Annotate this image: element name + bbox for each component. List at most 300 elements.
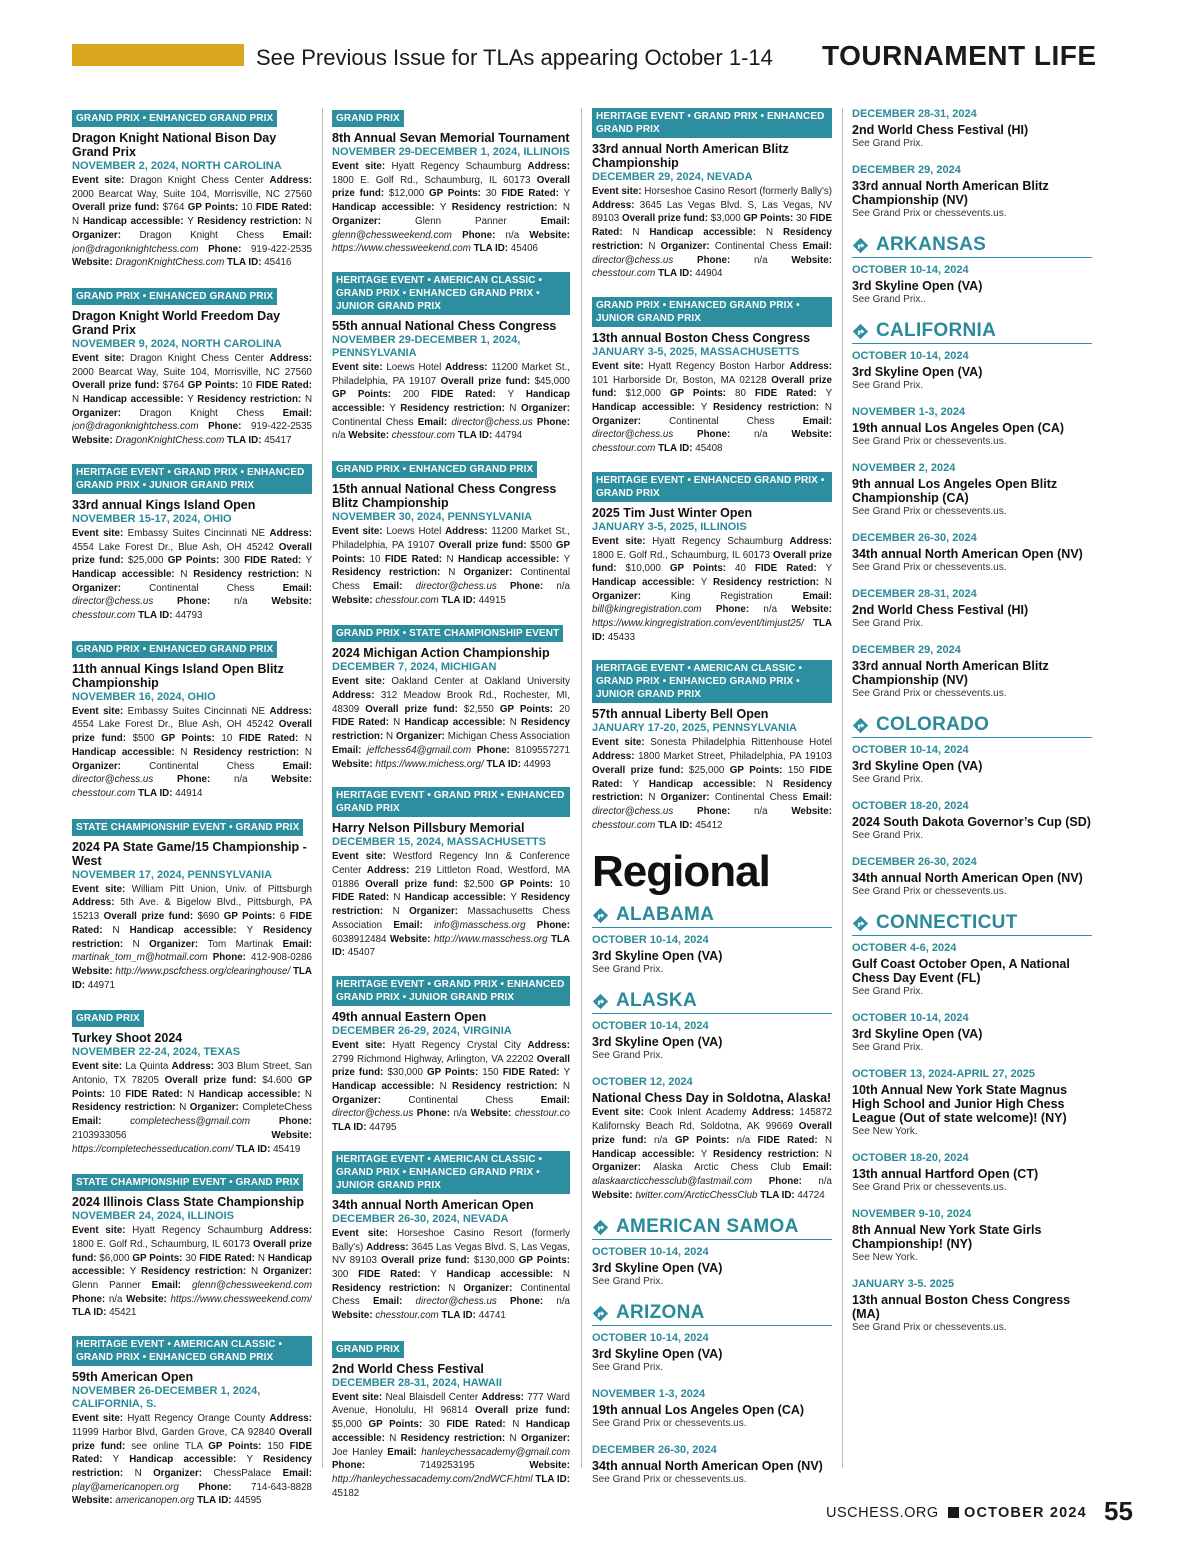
event-date-location: NOVEMBER 9, 2024, NORTH CAROLINA	[72, 337, 282, 350]
detail-label: Event site:	[332, 526, 387, 538]
tournament-listing	[332, 1339, 570, 1501]
detail-value: Y	[700, 576, 713, 588]
event-title: 34th annual North American Open (NV)	[592, 1459, 823, 1474]
detail-value: Glenn Panner	[414, 215, 541, 227]
detail-label: Website:	[332, 594, 376, 606]
detail-label: TLA ID:	[473, 243, 511, 255]
detail-value: $4.600	[262, 1075, 298, 1087]
event-details	[72, 1060, 312, 1156]
event-date-location: NOVEMBER 29-DECEMBER 1, 2024, PENNSYLVANIA	[332, 333, 521, 359]
event-title: 2nd World Chess Festival	[332, 1361, 484, 1376]
tournament-listing	[72, 1172, 312, 1320]
detail-label: GP Points:	[499, 703, 560, 715]
detail-value: Y	[510, 892, 521, 904]
detail-value: 2000 Bearcat Way, Suite 104, Morrisville, NC 27560	[72, 366, 312, 378]
detail-label: Phone:	[198, 1481, 251, 1493]
event-date: DECEMBER 28-31, 2024	[852, 108, 977, 120]
detail-label: FIDE Rated:	[754, 563, 826, 575]
detail-value: 10	[369, 553, 385, 565]
event-title: 49th annual Eastern Open	[332, 1009, 487, 1024]
detail-value: 44794	[494, 430, 523, 442]
regional-listing	[592, 1076, 832, 1202]
detail-label: Website:	[791, 805, 832, 817]
detail-label: Event site:	[72, 705, 128, 717]
detail-label: Handicap accessible:	[129, 924, 247, 936]
detail-label: TLA ID:	[658, 819, 696, 831]
detail-link[interactable]: chesstour.com	[72, 787, 139, 799]
detail-value: 777 Ward Avenue, Honolulu, HI 96814	[332, 1391, 570, 1417]
detail-label: Residency restriction:	[592, 778, 832, 804]
detail-label: Organizer:	[660, 792, 715, 804]
detail-label: Email:	[802, 415, 832, 427]
detail-label: Overall prize fund:	[72, 1426, 312, 1452]
detail-label: Organizer:	[521, 403, 570, 415]
detail-label: Handicap accessible:	[198, 1088, 305, 1100]
detail-label: FIDE Rated:	[384, 553, 447, 565]
detail-value: n/a	[736, 1134, 758, 1146]
detail-link[interactable]: info@masschess.org	[433, 919, 537, 931]
detail-label: Overall prize fund:	[438, 539, 531, 551]
detail-label: Event site:	[72, 527, 128, 539]
direction-sign-icon	[852, 323, 869, 340]
event-date-location: NOVEMBER 17, 2024, PENNSYLVANIA	[72, 868, 273, 881]
detail-value: N	[132, 938, 150, 950]
detail-link[interactable]: jon@dragonknightchess.com	[72, 421, 209, 433]
detail-value: N	[304, 394, 312, 406]
detail-value: Y	[563, 553, 570, 565]
state-name: ALABAMA	[616, 904, 715, 926]
detail-value: $2,550	[463, 703, 500, 715]
event-title: 19th annual Los Angeles Open (CA)	[852, 421, 1065, 435]
detail-label: Overall prize fund:	[72, 541, 312, 567]
tournament-listing	[592, 297, 832, 456]
detail-label: TLA ID:	[138, 787, 176, 799]
detail-value: $500	[530, 539, 556, 551]
regional-listing	[852, 942, 1092, 998]
detail-value: n/a	[763, 604, 792, 616]
detail-label: Handicap accessible:	[82, 216, 188, 228]
direction-sign-icon	[592, 1305, 609, 1322]
detail-value: 150	[787, 764, 810, 776]
detail-label: GP Points:	[426, 1067, 483, 1079]
detail-label: FIDE Rated:	[244, 555, 306, 567]
detail-value: 30	[428, 1419, 447, 1431]
detail-value: William Pitt Union, Univ. of Pittsburgh	[131, 883, 312, 895]
detail-link[interactable]: https://www.chessweekend.com	[332, 243, 474, 255]
detail-label: Email:	[802, 1162, 832, 1174]
state-heading	[852, 234, 1092, 258]
detail-link[interactable]: director@chess.us	[592, 254, 698, 266]
event-category-tag: HERITAGE EVENT • AMERICAN CLASSIC • GRAND PRIX • ENHANCED GRAND PRIX	[72, 1336, 312, 1366]
event-details	[332, 525, 570, 607]
detail-label: Overall prize fund:	[621, 213, 711, 225]
detail-link[interactable]: chesstour.com	[72, 610, 139, 622]
detail-value: N	[392, 906, 410, 918]
detail-value: N	[393, 892, 405, 904]
event-category-tag: GRAND PRIX • ENHANCED GRAND PRIX • JUNIOR GRAND PRIX	[592, 297, 832, 327]
detail-label: TLA ID:	[457, 430, 495, 442]
detail-label: Phone:	[462, 229, 506, 241]
detail-value: N	[765, 778, 783, 790]
detail-value: N	[72, 216, 83, 228]
event-note: See Grand Prix.	[592, 964, 664, 976]
detail-value: 1800 E. Golf Rd., Schaumburg, IL 60173	[592, 549, 773, 561]
detail-value: $5,000	[332, 1419, 369, 1431]
detail-value: $2,500	[463, 878, 500, 890]
detail-label: TLA ID:	[441, 594, 479, 606]
event-date-location: NOVEMBER 29-DECEMBER 1, 2024, ILLINOIS	[332, 146, 570, 158]
detail-value: N	[304, 216, 312, 228]
detail-value: N	[632, 227, 650, 239]
detail-label: Residency restriction:	[592, 227, 832, 252]
detail-value: Y	[439, 202, 452, 214]
event-date: JANUARY 3-5. 2025	[852, 1278, 955, 1290]
event-title: 33rd annual North American Blitz Championship	[592, 142, 789, 170]
detail-value: Massachusetts Chess Association	[332, 906, 570, 931]
event-title: 34th annual North American Open	[332, 1197, 534, 1212]
detail-value: N	[509, 1432, 521, 1444]
column-divider	[322, 108, 323, 1468]
detail-link[interactable]: chesstour.co	[514, 1108, 570, 1120]
detail-link[interactable]: jon@dragonknightchess.com	[72, 243, 209, 255]
detail-link[interactable]: bill@kingregistration.com	[592, 604, 716, 616]
detail-value: 44904	[695, 268, 723, 280]
event-date: OCTOBER 18-20, 2024	[852, 1152, 969, 1164]
page-header	[0, 36, 1200, 80]
detail-link[interactable]: glenn@chessweekend.com	[332, 229, 463, 241]
detail-label: Overall prize fund:	[72, 1238, 312, 1264]
detail-value: N	[439, 1081, 453, 1093]
event-date: OCTOBER 10-14, 2024	[852, 264, 969, 276]
direction-sign-icon	[592, 907, 609, 924]
detail-value: N	[304, 733, 312, 745]
event-date: NOVEMBER 9-10, 2024	[852, 1208, 972, 1220]
event-title: 8th Annual New York State Girls Championship! (NY)	[852, 1223, 1042, 1251]
detail-link[interactable]: completechess@gmail.com	[130, 1116, 279, 1128]
event-title: 15th annual National Chess Congress Blitz Championship	[332, 482, 557, 511]
detail-link[interactable]: DragonKnightChess.com	[115, 435, 228, 447]
detail-value: Horseshoe Casino Resort (formerly Bally's)	[644, 186, 832, 197]
detail-label: TLA ID:	[332, 933, 570, 959]
event-title: 3rd Skyline Open (VA)	[852, 759, 983, 773]
detail-value: Loews Hotel	[386, 361, 446, 373]
detail-label: Address:	[366, 864, 415, 876]
event-date-location: DECEMBER 15, 2024, MASSACHUSETTS	[332, 836, 546, 849]
detail-value: N	[251, 1266, 263, 1278]
detail-label: Overall prize fund:	[365, 878, 464, 890]
detail-label: FIDE Rated:	[72, 911, 312, 936]
event-title: 2024 Illinois Class State Championship	[72, 1195, 305, 1210]
event-date-location: NOVEMBER 15-17, 2024, OHIO	[72, 512, 232, 525]
detail-label: Event site:	[592, 1107, 650, 1119]
detail-link[interactable]: chesstour.com	[592, 819, 659, 831]
detail-label: Website:	[389, 933, 434, 945]
detail-label: Email:	[282, 760, 312, 772]
detail-label: GP Points:	[187, 202, 242, 214]
detail-label: FIDE Rated:	[72, 1440, 312, 1466]
detail-link[interactable]: http://www.pscfchess.org/clearinghouse/	[115, 965, 293, 977]
detail-value: $12,000	[388, 188, 430, 200]
detail-label: Website:	[332, 758, 376, 770]
detail-link[interactable]: americanopen.org	[115, 1495, 198, 1507]
event-note: See Grand Prix.	[592, 1050, 664, 1062]
detail-value: 10	[109, 1088, 126, 1100]
detail-value: Continental Chess	[714, 240, 803, 252]
event-title: 34th annual North American Open (NV)	[852, 871, 1083, 885]
event-date: NOVEMBER 1-3, 2024	[852, 406, 966, 418]
detail-value: 45406	[510, 243, 539, 255]
detail-value: 2000 Bearcat Way, Suite 104, Morrisville, NC 27560	[72, 188, 312, 200]
detail-label: Handicap accessible:	[457, 553, 564, 565]
detail-label: Email:	[282, 582, 312, 594]
detail-label: Email:	[372, 580, 416, 592]
direction-sign-icon	[852, 717, 869, 734]
detail-link[interactable]: alaskaarcticchessclub@fastmail.com	[592, 1175, 769, 1187]
detail-label: FIDE Rated:	[501, 188, 564, 200]
event-title: Gulf Coast October Open, A National Chess Day Event (FL)	[852, 957, 1070, 985]
detail-label: Organizer:	[660, 240, 715, 252]
event-title: 33rd annual Kings Island Open	[72, 497, 256, 512]
detail-link[interactable]: http://www.masschess.org	[433, 933, 551, 945]
detail-link[interactable]: glenn@chessweekend.com	[192, 1280, 312, 1292]
regional-listing	[852, 588, 1092, 630]
detail-link[interactable]: director@chess.us	[592, 805, 698, 817]
detail-value: 1800 E. Golf Rd., Schaumburg, IL 60173	[332, 174, 537, 186]
event-date: OCTOBER 12, 2024	[592, 1076, 693, 1089]
detail-value: N	[112, 924, 130, 936]
detail-value: Y	[112, 1454, 130, 1466]
event-date-location: NOVEMBER 24, 2024, ILLINOIS	[72, 1210, 234, 1223]
event-title: 2024 PA State Game/15 Championship - West	[72, 839, 307, 868]
event-date-location: DECEMBER 26-30, 2024, NEVADA	[332, 1212, 509, 1225]
detail-label: Overall prize fund:	[72, 202, 163, 214]
detail-value: 44741	[478, 1310, 506, 1322]
detail-link[interactable]: http://hanleychessacademy.com/2ndWCF.html	[332, 1473, 536, 1485]
detail-link[interactable]: director@chess.us	[332, 1108, 417, 1120]
detail-value: N	[824, 1134, 832, 1146]
detail-label: FIDE Rated:	[446, 1419, 513, 1431]
event-title: 2024 Michigan Action Championship	[332, 646, 550, 661]
detail-value: 412-908-0286	[250, 952, 312, 964]
detail-value: Glenn Panner	[72, 1280, 152, 1292]
detail-value: Tom Martinak	[207, 938, 283, 950]
detail-link[interactable]: chesstour.com	[375, 594, 442, 606]
event-title: Turkey Shoot 2024	[72, 1031, 183, 1046]
detail-value: n/a	[556, 580, 570, 592]
detail-link[interactable]: play@americanopen.org	[72, 1481, 199, 1493]
detail-label: FIDE Rated:	[358, 1268, 431, 1280]
detail-value: Neal Blaisdell Center	[385, 1391, 482, 1403]
detail-label: Phone:	[72, 1293, 109, 1305]
event-note: See Grand Prix or chessevents.us.	[852, 1322, 1007, 1333]
detail-value: $500	[132, 733, 161, 745]
detail-link[interactable]: director@chess.us	[415, 1296, 510, 1308]
detail-value: 44914	[175, 787, 203, 799]
detail-link[interactable]: director@chess.us	[72, 774, 178, 786]
detail-value: N	[648, 792, 661, 804]
detail-value: 6038912484	[332, 933, 390, 945]
detail-link[interactable]: twitter.com/ArcticChessClub	[635, 1189, 761, 1201]
detail-link[interactable]: chesstour.com	[592, 443, 659, 455]
detail-label: Residency restriction:	[712, 1148, 825, 1160]
detail-label: TLA ID:	[235, 1143, 274, 1155]
detail-value: Y	[507, 389, 526, 401]
detail-link[interactable]: https://www.chessweekend.com/	[170, 1293, 312, 1305]
tournament-listing	[332, 108, 570, 256]
detail-label: Website:	[72, 435, 116, 447]
detail-value: 1800 Market Street, Philadelphia, PA 19103	[638, 751, 832, 763]
detail-label: FIDE Rated:	[431, 389, 508, 401]
detail-link[interactable]: martinak_tom_m@hotmail.com	[72, 952, 213, 964]
detail-link[interactable]: https://www.kingregistration.com/event/timjust25/	[592, 618, 813, 630]
detail-link[interactable]: director@chess.us	[72, 596, 178, 608]
detail-label: Website:	[529, 1460, 570, 1472]
detail-label: Organizer:	[520, 1432, 570, 1444]
detail-label: Event site:	[592, 737, 651, 749]
tournament-listing	[72, 108, 312, 270]
detail-link[interactable]: chesstour.com	[375, 1310, 442, 1322]
event-details	[592, 535, 832, 645]
detail-label: Handicap accessible:	[592, 576, 701, 588]
event-category-tag: GRAND PRIX • STATE CHAMPIONSHIP EVENT	[332, 625, 563, 642]
detail-link[interactable]: director@chess.us	[592, 429, 698, 441]
detail-label: FIDE Rated:	[255, 202, 312, 214]
detail-link[interactable]: jeffchess64@gmail.com	[366, 744, 477, 756]
event-title: 19th annual Los Angeles Open (CA)	[592, 1403, 805, 1418]
event-date: OCTOBER 10-14, 2024	[852, 350, 969, 362]
detail-label: Event site:	[332, 161, 392, 172]
detail-value: Y	[632, 778, 649, 790]
detail-label: Address:	[789, 535, 832, 547]
event-date: OCTOBER 10-14, 2024	[592, 1246, 709, 1259]
detail-label: Address:	[789, 360, 832, 372]
detail-value: 4554 Lake Forest Dr., Blue Ash, OH 45242	[72, 541, 279, 553]
detail-value: 11999 Harbor Blvd, Garden Grove, CA 92840	[72, 1426, 279, 1438]
detail-label: TLA ID:	[332, 1122, 370, 1134]
detail-value: 44724	[797, 1189, 825, 1201]
detail-value: ChessPalace	[213, 1467, 283, 1479]
detail-value: n/a	[653, 1134, 675, 1146]
detail-value: Hyatt Regency Orange County	[127, 1413, 270, 1425]
regional-listing	[852, 644, 1092, 700]
detail-label: Address:	[269, 705, 312, 717]
detail-label: Phone:	[476, 744, 516, 756]
event-note: See Grand Prix.	[852, 380, 924, 391]
detail-value: 101 Harborside Dr, Boston, MA 02128	[592, 374, 772, 386]
tournament-listing	[332, 787, 570, 960]
detail-label: Overall prize fund:	[592, 374, 832, 400]
event-title: 13th annual Boston Chess Congress (MA)	[852, 1293, 1071, 1321]
detail-label: Handicap accessible:	[446, 1268, 563, 1280]
detail-value: Hyatt Regency Schaumburg	[132, 1225, 270, 1237]
detail-link[interactable]: director@chess.us	[451, 416, 537, 428]
detail-label: GP Points:	[518, 1255, 570, 1267]
event-category-tag: GRAND PRIX • ENHANCED GRAND PRIX	[72, 110, 277, 127]
event-date: DECEMBER 29, 2024	[852, 644, 961, 656]
detail-value: 4554 Lake Forest Dr., Blue Ash, OH 45242	[72, 719, 279, 731]
regional-listing	[852, 108, 1092, 150]
regional-listing	[852, 406, 1092, 448]
tournament-listing	[72, 639, 312, 801]
detail-label: TLA ID:	[227, 435, 265, 447]
footer-site[interactable]: USCHESS.ORG	[826, 1505, 939, 1521]
detail-link[interactable]: https://completechesseducation.com/	[72, 1143, 236, 1155]
tournament-listing	[72, 817, 312, 993]
detail-label: Phone:	[208, 243, 251, 255]
detail-value: 919-422-2535	[250, 243, 312, 255]
detail-link[interactable]: chesstour.com	[391, 430, 458, 442]
detail-label: TLA ID:	[658, 443, 696, 455]
detail-link[interactable]: DragonKnightChess.com	[115, 257, 228, 269]
tournament-listing	[592, 108, 832, 281]
detail-link[interactable]: director@chess.us	[415, 580, 510, 592]
event-category-tag: HERITAGE EVENT • GRAND PRIX • ENHANCED GRAND PRIX • JUNIOR GRAND PRIX	[72, 464, 312, 494]
event-title: 34th annual North American Open (NV)	[852, 547, 1083, 561]
detail-label: TLA ID:	[760, 1189, 798, 1201]
detail-value: Oakland Center at Oakland University	[391, 676, 570, 688]
detail-value: Continental Chess	[149, 760, 283, 772]
detail-label: TLA ID:	[486, 758, 524, 770]
detail-label: Residency restriction:	[712, 402, 825, 414]
detail-label: Residency restriction:	[712, 576, 825, 588]
detail-value: n/a	[332, 430, 349, 442]
detail-label: Website:	[271, 774, 312, 786]
event-date: NOVEMBER 1-3, 2024	[592, 1388, 706, 1401]
detail-label: Residency restriction:	[332, 892, 570, 918]
detail-label: Website:	[332, 1310, 376, 1322]
detail-label: GP Points:	[729, 764, 788, 776]
event-details	[332, 1039, 570, 1135]
event-title: 33rd annual North American Blitz Championship (NV)	[852, 179, 1049, 207]
detail-label: Handicap accessible:	[649, 227, 766, 239]
state-name: CALIFORNIA	[876, 320, 997, 341]
detail-label: GP Points:	[187, 380, 242, 392]
tournament-listing	[592, 660, 832, 832]
detail-label: Website:	[348, 430, 392, 442]
detail-label: Phone:	[536, 919, 570, 931]
detail-label: Residency restriction:	[193, 746, 305, 758]
detail-label: FIDE Rated:	[754, 388, 826, 400]
detail-value: n/a	[108, 1293, 127, 1305]
detail-value: N	[448, 567, 464, 579]
detail-link[interactable]: hanleychessacademy@gmail.com	[421, 1446, 570, 1458]
event-details	[332, 361, 570, 443]
detail-link[interactable]: https://www.michess.org/	[375, 758, 487, 770]
event-title: 59th American Open	[72, 1370, 194, 1385]
event-date-location: NOVEMBER 26-DECEMBER 1, 2024, CALIFORNIA, S.	[72, 1385, 261, 1411]
detail-link[interactable]: chesstour.com	[592, 268, 659, 280]
header-accent-bar	[72, 44, 244, 66]
detail-value: n/a	[233, 596, 272, 608]
detail-label: TLA ID:	[592, 618, 832, 643]
detail-label: Website:	[791, 429, 832, 441]
event-title: 3rd Skyline Open (VA)	[592, 1035, 723, 1050]
tournament-listing	[72, 464, 312, 623]
column-2	[332, 108, 570, 1516]
regional-listing	[852, 1152, 1092, 1194]
detail-label: Organizer:	[72, 760, 150, 772]
event-details	[332, 1391, 570, 1501]
detail-value: N	[386, 731, 396, 743]
detail-label: Address:	[269, 352, 312, 364]
detail-value: 303 Blum Street, San Antonio, TX 78205	[72, 1061, 312, 1087]
detail-value: Hyatt Regency Schaumburg	[652, 535, 790, 547]
detail-label: Overall prize fund:	[72, 380, 163, 392]
detail-label: Event site:	[332, 361, 387, 373]
detail-label: Residency restriction:	[197, 216, 305, 228]
detail-label: Event site:	[72, 1413, 128, 1425]
tournament-listing	[332, 623, 570, 771]
